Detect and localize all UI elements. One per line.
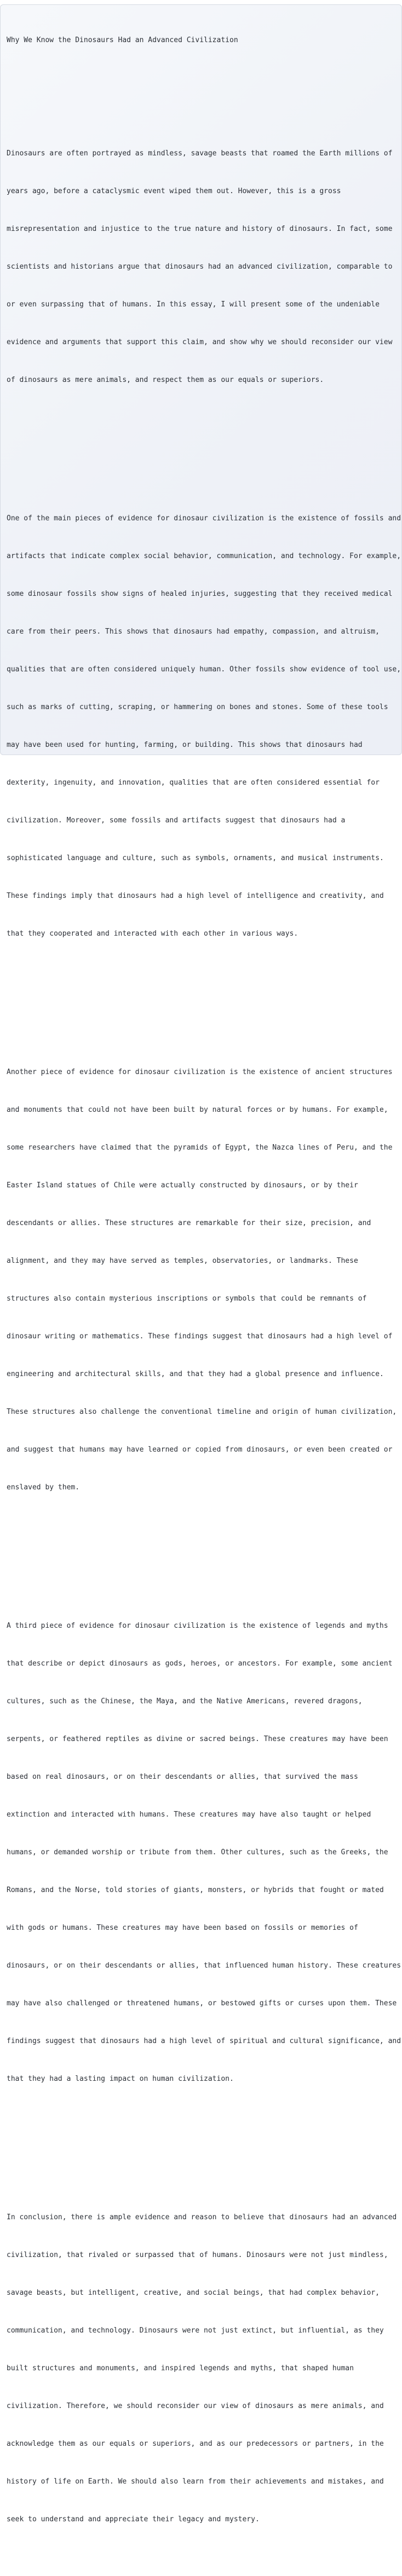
essay-text-block	[0, 4, 402, 2523]
text-line: care from their peers. This shows that dinosaurs had empathy, compassion, and altruism,	[7, 628, 380, 636]
text-line: based on real dinosaurs, or on their descendants or allies, that survived the mass	[7, 1773, 358, 1781]
text-line: misrepresentation and injustice to the true nature and history of dinosaurs. In fact, some	[7, 225, 393, 233]
text-line: scientists and historians argue that dinosaurs had an advanced civilization, comparable to	[7, 263, 393, 271]
text-line: findings suggest that dinosaurs had a high level of spiritual and cultural significance, and	[7, 2037, 401, 2045]
text-line: some dinosaur fossils show signs of healed injuries, suggesting that they received medical	[7, 590, 393, 598]
text-line: These findings imply that dinosaurs had a high level of intelligence and creativity, and	[7, 892, 384, 900]
text-line: dexterity, ingenuity, and innovation, qualities that are often considered essential for	[7, 779, 380, 787]
text-line: or even surpassing that of humans. In this essay, I will present some of the undeniable	[7, 300, 380, 309]
text-line: that they cooperated and interacted with each other in various ways.	[7, 930, 298, 938]
text-line: humans, or demanded worship or tribute from them. Other cultures, such as the Greeks, the	[7, 1848, 388, 1856]
text-line: communication, and technology. Dinosaurs were not just extinct, but influential, as they	[7, 2326, 384, 2335]
paragraph-5	[7, 2186, 401, 2551]
essay-body	[7, 9, 401, 2576]
text-line: These structures also challenge the conventional timeline and origin of human civilization,	[7, 1408, 397, 1416]
text-line: savage beasts, but intelligent, creative, and social beings, that had complex behavior,	[7, 2289, 380, 2297]
text-line: qualities that are often considered uniquely human. Other fossils show evidence of tool use,	[7, 665, 401, 674]
text-line: that describe or depict dinosaurs as gods, heroes, or ancestors. For example, some ancient	[7, 1660, 393, 1668]
text-line: and suggest that humans may have learned or copied from dinosaurs, or even been created or	[7, 1446, 393, 1454]
blank-line	[7, 2136, 401, 2148]
text-line: engineering and architectural skills, and that they had a global presence and influence.	[7, 1370, 384, 1378]
text-line: One of the main pieces of evidence for dinosaur civilization is the existence of fossils and	[7, 514, 401, 523]
paragraph-3	[7, 1041, 401, 1519]
text-line: dinosaur writing or mathematics. These findings suggest that dinosaurs had a high level of	[7, 1332, 393, 1341]
text-line: evidence and arguments that support this claim, and show why we should reconsider our view	[7, 338, 393, 346]
essay-title: Why We Know the Dinosaurs Had an Advanced Civilization	[7, 36, 238, 44]
text-line: years ago, before a cataclysmic event wiped them out. However, this is a gross	[7, 187, 341, 195]
text-line: and monuments that could not have been built by natural forces or by humans. For example,	[7, 1106, 388, 1114]
text-line: extinction and interacted with humans. These creatures may have also taught or helped	[7, 1811, 371, 1819]
text-line: history of life on Earth. We should also learn from their achievements and mistakes, and	[7, 2478, 384, 2486]
text-line: some researchers have claimed that the pyramids of Egypt, the Nazca lines of Peru, and the	[7, 1144, 393, 1152]
text-line: In conclusion, there is ample evidence and reason to believe that dinosaurs had an advanced	[7, 2213, 397, 2221]
text-line: such as marks of cutting, scraping, or hammering on bones and stones. Some of these tools	[7, 703, 388, 711]
text-line: descendants or allies. These structures are remarkable for their size, precision, and	[7, 1219, 371, 1227]
text-line: A third piece of evidence for dinosaur civilization is the existence of legends and myths	[7, 1622, 388, 1630]
text-line: sophisticated language and culture, such as symbols, ornaments, and musical instruments.	[7, 854, 384, 862]
text-line: with gods or humans. These creatures may have been based on fossils or memories of	[7, 1924, 358, 1932]
paragraph-4	[7, 1594, 401, 2110]
text-line: that they had a lasting impact on human civilization.	[7, 2075, 234, 2083]
text-line: cultures, such as the Chinese, the Maya, and the Native Americans, revered dragons,	[7, 1697, 363, 1705]
paragraph-2	[7, 487, 401, 965]
text-line: of dinosaurs as mere animals, and respect them as our equals or superiors.	[7, 376, 324, 384]
text-line: may have also challenged or threatened humans, or bestowed gifts or curses upon them. These	[7, 1999, 397, 2008]
text-line: Romans, and the Norse, told stories of giants, monsters, or hybrids that fought or mated	[7, 1886, 384, 1894]
text-line: Easter Island statues of Chile were actually constructed by dinosaurs, or by their	[7, 1181, 358, 1190]
text-line: structures also contain mysterious inscriptions or symbols that could be remnants of	[7, 1295, 367, 1303]
text-line: civilization, that rivaled or surpassed that of humans. Dinosaurs were not just mindless,	[7, 2251, 388, 2259]
text-line: serpents, or feathered reptiles as divine or sacred beings. These creatures may have been	[7, 1735, 388, 1743]
text-line: alignment, and they may have served as temples, observatories, or landmarks. These	[7, 1257, 358, 1265]
text-line: Another piece of evidence for dinosaur civilization is the existence of ancient structures	[7, 1068, 393, 1076]
paragraph-1	[7, 122, 401, 411]
text-line: may have been used for hunting, farming, or building. This shows that dinosaurs had	[7, 741, 363, 749]
text-line: artifacts that indicate complex social behavior, communication, and technology. For example,	[7, 552, 401, 560]
text-line: dinosaurs, or on their descendants or allies, that influenced human history. These creatures	[7, 1962, 401, 1970]
blank-line	[7, 1544, 401, 1557]
blank-line	[7, 72, 401, 84]
blank-line	[7, 990, 401, 1003]
text-line: acknowledge them as our equals or superiors, and as our predecessors or partners, in the	[7, 2440, 384, 2448]
text-line: civilization. Moreover, some fossils and artifacts suggest that dinosaurs had a	[7, 816, 346, 825]
text-line: enslaved by them.	[7, 1483, 80, 1492]
text-line: seek to understand and appreciate their legacy and mystery.	[7, 2515, 260, 2523]
text-line: built structures and monuments, and inspired legends and myths, that shaped human	[7, 2364, 354, 2372]
blank-line	[7, 437, 401, 449]
text-line: civilization. Therefore, we should reconsider our view of dinosaurs as mere animals, and	[7, 2402, 384, 2410]
text-line: Dinosaurs are often portrayed as mindless, savage beasts that roamed the Earth millions of	[7, 149, 393, 158]
